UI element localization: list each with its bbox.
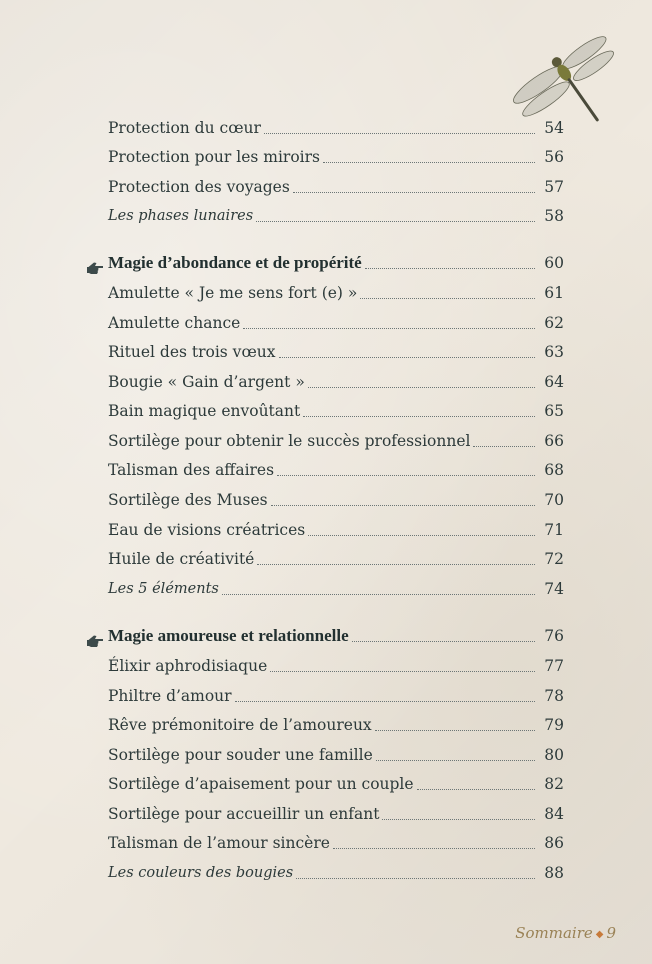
dot-leader (352, 641, 535, 642)
toc-entry[interactable] (108, 713, 564, 737)
toc-entry[interactable] (108, 654, 564, 678)
dot-leader (293, 192, 535, 193)
toc-entry-page: 72 (544, 550, 564, 568)
toc-entry-page: 54 (544, 119, 564, 137)
dot-leader (308, 535, 535, 536)
dot-leader (279, 357, 536, 358)
toc-entry[interactable] (108, 684, 564, 708)
dot-leader (308, 387, 535, 388)
toc-entry[interactable] (108, 399, 564, 423)
dot-leader (473, 446, 535, 447)
toc-entry-page: 70 (544, 491, 564, 509)
toc-entry-page: 77 (544, 657, 564, 675)
toc-entry[interactable] (108, 772, 564, 796)
dot-leader (256, 221, 535, 222)
toc-entry[interactable] (108, 518, 564, 542)
toc-entry-page: 71 (544, 521, 564, 539)
dot-leader (375, 730, 535, 731)
dot-leader (365, 268, 535, 269)
toc-entry-aside[interactable] (108, 861, 564, 885)
toc-entry[interactable] (108, 145, 564, 169)
toc-entry-page: 57 (544, 178, 564, 196)
toc-entry-title: Rêve prémonitoire de l’amoureux (108, 716, 372, 734)
toc-entry[interactable] (108, 458, 564, 482)
dot-leader (323, 162, 535, 163)
toc-entry-title: Magie amoureuse et relationnelle (108, 626, 349, 645)
toc-entry[interactable] (108, 281, 564, 305)
toc-entry[interactable] (108, 802, 564, 826)
toc-entry-page: 74 (544, 580, 564, 598)
toc-entry-title: Eau de visions créatrices (108, 521, 306, 539)
toc-entry-title: Protection pour les miroirs (108, 148, 320, 166)
toc-entry-page: 68 (544, 461, 564, 479)
toc-entry-title: Talisman de l’amour sincère (108, 834, 330, 852)
dot-leader (296, 878, 535, 879)
toc-entry[interactable] (108, 831, 564, 855)
footer-label: Sommaire (515, 924, 593, 942)
footer-page-number: 9 (606, 924, 616, 942)
toc-entry-title: Sortilège pour accueillir un enfant (108, 805, 380, 823)
toc-entry-title: Amulette « Je me sens fort (e) » (108, 284, 358, 302)
diamond-icon: ◆ (595, 928, 604, 940)
toc-entry-page: 78 (544, 687, 564, 705)
toc-entry-page: 80 (544, 746, 564, 764)
dot-leader (277, 475, 535, 476)
toc-entry-page: 79 (544, 716, 564, 734)
dot-leader (333, 848, 535, 849)
toc-entry-page: 66 (544, 432, 564, 450)
toc-entry-title: Magie d’abondance et de propérité (108, 253, 362, 272)
toc-entry[interactable] (108, 116, 564, 140)
toc-entry-title: Sortilège des Muses (108, 491, 268, 509)
pointing-hand-icon (86, 634, 104, 648)
toc-entry-page: 76 (544, 627, 564, 645)
toc-entry-page: 86 (544, 834, 564, 852)
toc-entry-title: Philtre d’amour (108, 687, 232, 705)
toc-entry[interactable] (108, 340, 564, 364)
toc-entry-page: 82 (544, 775, 564, 793)
toc-entry-title: Les phases lunaires (108, 208, 254, 224)
toc-entry-page: 62 (544, 314, 564, 332)
toc-entry[interactable] (108, 429, 564, 453)
toc-entry-page: 61 (544, 284, 564, 302)
dot-leader (376, 760, 535, 761)
toc-entry-title: Huile de créativité (108, 550, 255, 568)
pointing-hand-icon (86, 261, 104, 275)
dragonfly-icon (500, 26, 620, 136)
toc-entry-title: Bain magique envoûtant (108, 402, 301, 420)
toc-entry[interactable] (108, 370, 564, 394)
toc-entry-page: 58 (544, 207, 564, 225)
dot-leader (360, 298, 535, 299)
toc-entry-title: Les 5 éléments (108, 581, 219, 597)
toc-entry-title: Sortilège pour souder une famille (108, 746, 373, 764)
dot-leader (271, 505, 535, 506)
toc-entry-title: Protection du cœur (108, 119, 261, 137)
toc-entry-title: Rituel des trois vœux (108, 343, 276, 361)
dot-leader (382, 819, 535, 820)
dot-leader (222, 594, 535, 595)
dot-leader (270, 671, 535, 672)
toc-entry-title: Talisman des affaires (108, 461, 275, 479)
toc-entry-page: 56 (544, 148, 564, 166)
dot-leader (235, 701, 535, 702)
toc-entry[interactable] (108, 547, 564, 571)
toc-entry-aside[interactable] (108, 577, 564, 601)
toc-entry-title: Élixir aphrodisiaque (108, 657, 268, 675)
toc-entry[interactable] (108, 743, 564, 767)
toc-section-heading[interactable] (86, 624, 564, 648)
dot-leader (257, 564, 535, 565)
toc-entry-page: 88 (544, 864, 564, 882)
toc-entry-title: Sortilège pour obtenir le succès professionnel (108, 432, 471, 450)
dot-leader (303, 416, 535, 417)
toc-entry[interactable] (108, 311, 564, 335)
toc-entry-page: 65 (544, 402, 564, 420)
toc-entry[interactable] (108, 488, 564, 512)
toc-entry-page: 84 (544, 805, 564, 823)
dot-leader (264, 133, 535, 134)
toc-entry[interactable] (108, 175, 564, 199)
toc-entry-page: 64 (544, 373, 564, 391)
dot-leader (243, 328, 535, 329)
page-footer (515, 924, 616, 942)
toc-section-heading[interactable] (86, 251, 564, 275)
toc-entry-title: Sortilège d’apaisement pour un couple (108, 775, 414, 793)
toc-entry-page: 63 (544, 343, 564, 361)
toc-entry-title: Amulette chance (108, 314, 241, 332)
toc-entry-title: Protection des voyages (108, 178, 290, 196)
dot-leader (417, 789, 535, 790)
toc-entry-aside[interactable] (108, 204, 564, 228)
toc-entry-title: Bougie « Gain d’argent » (108, 373, 305, 391)
toc-entry-title: Les couleurs des bougies (108, 865, 294, 881)
toc-entry-page: 60 (544, 254, 564, 272)
